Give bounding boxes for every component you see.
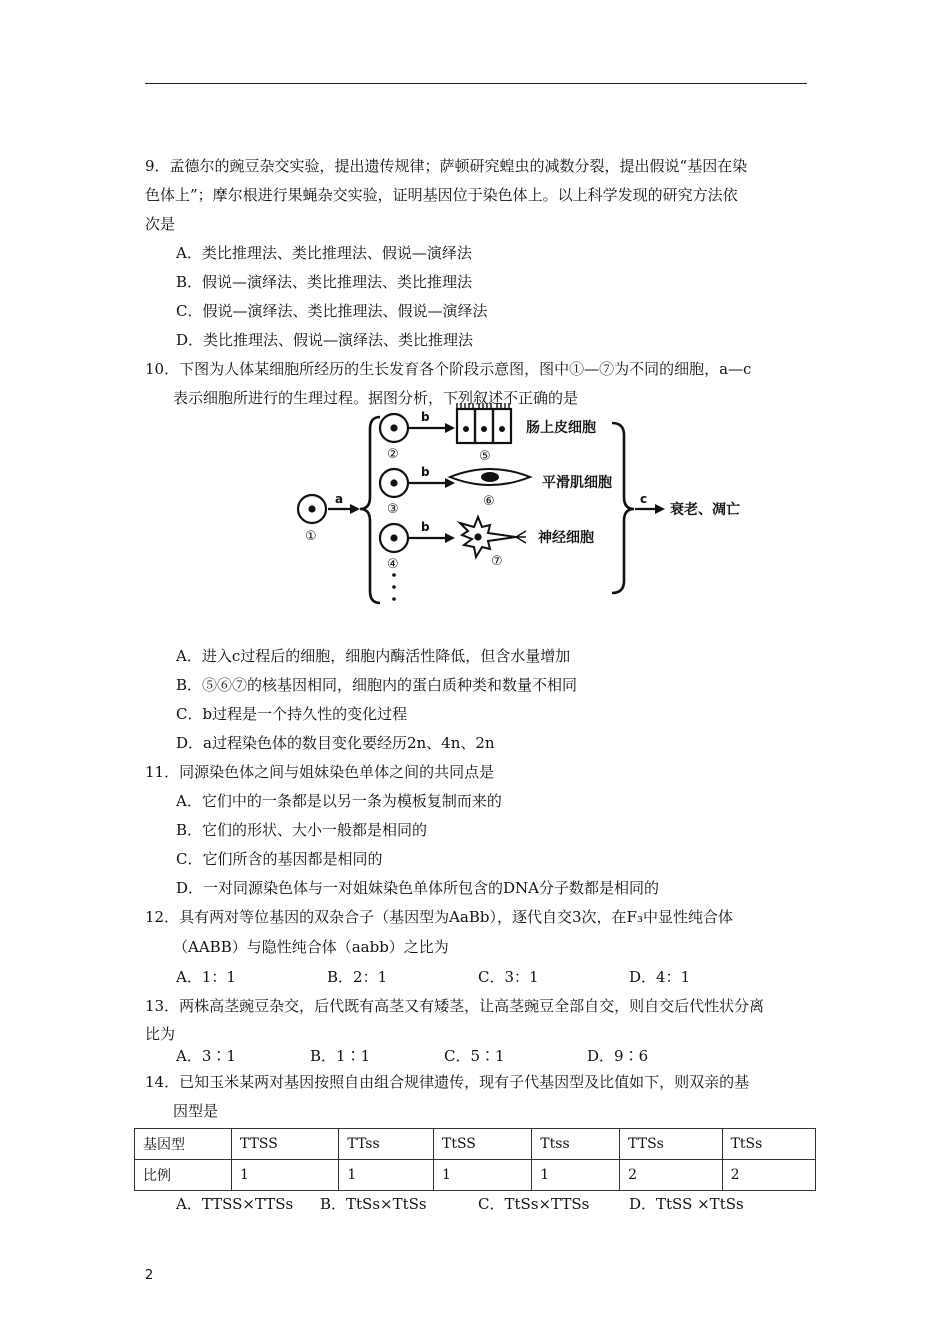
label-cell-3: ③ bbox=[387, 502, 399, 517]
question-stem: 12．具有两对等位基因的双杂合子（基因型为AaBb），逐代自交3次，在F₃中显性纯合体 bbox=[145, 908, 733, 926]
table-row bbox=[135, 1160, 816, 1191]
arrowhead-a bbox=[350, 504, 360, 514]
label-cell-6: ⑥ bbox=[483, 494, 495, 509]
option-b: B．⑤⑥⑦的核基因相同，细胞内的蛋白质种类和数量不相同 bbox=[176, 676, 578, 694]
question-stem: 14．已知玉米某两对基因按照自由组合规律遗传，现有子代基因型及比值如下，则双亲的基 bbox=[145, 1073, 750, 1091]
header-rule bbox=[145, 83, 807, 84]
epithelial-nucleus bbox=[499, 426, 505, 432]
option-a: A．进入c过程后的细胞，细胞内酶活性降低，但含水量增加 bbox=[176, 647, 571, 665]
genotype-ratio-table bbox=[134, 1128, 816, 1191]
page-number: 2 bbox=[145, 1268, 154, 1283]
question-stem: 10．下图为人体某细胞所经历的生长发育各个阶段示意图，图中①—⑦为不同的细胞，a—c bbox=[145, 360, 752, 378]
label-nerve-cell: 神经细胞 bbox=[538, 530, 594, 546]
neuron-axon-ending bbox=[516, 531, 526, 543]
option-b: B．假说—演绎法、类比推理法、类比推理法 bbox=[176, 273, 473, 291]
label-cell-7: ⑦ bbox=[491, 554, 503, 569]
microvilli bbox=[457, 403, 509, 409]
cell-3-nucleus bbox=[390, 479, 397, 486]
table-header-cell: TTss bbox=[339, 1129, 434, 1160]
label-cell-1: ① bbox=[305, 529, 317, 544]
option-c: C．b过程是一个持久性的变化过程 bbox=[176, 705, 408, 723]
cell-2-nucleus bbox=[390, 424, 397, 431]
arrowhead-b-3 bbox=[445, 533, 455, 543]
option-c: C．TtSs×TTSs bbox=[478, 1195, 590, 1213]
muscle-nucleus bbox=[481, 472, 499, 482]
cell-1-nucleus bbox=[308, 505, 315, 512]
label-arrow-c: c bbox=[640, 492, 648, 506]
option-c: C．5∶1 bbox=[444, 1047, 505, 1065]
label-senescence-apoptosis: 衰老、凋亡 bbox=[670, 502, 740, 518]
ellipsis-dot bbox=[392, 585, 396, 589]
arrowhead-b-2 bbox=[445, 478, 455, 488]
table-header-cell: Ttss bbox=[532, 1129, 620, 1160]
question-stem: 比为 bbox=[145, 1025, 176, 1043]
cell-4-nucleus bbox=[390, 534, 397, 541]
table-row bbox=[135, 1129, 816, 1160]
neuron-nucleus bbox=[474, 533, 481, 540]
neuron-cell bbox=[460, 517, 516, 557]
option-d: D．一对同源染色体与一对姐妹染色单体所包含的DNA分子数都是相同的 bbox=[176, 879, 660, 897]
table-header-cell: TtSS bbox=[434, 1129, 532, 1160]
epithelial-nucleus bbox=[463, 426, 469, 432]
option-c: C．假说—演绎法、类比推理法、假说—演绎法 bbox=[176, 302, 488, 320]
table-header-cell: TtSs bbox=[722, 1129, 815, 1160]
option-row bbox=[0, 967, 950, 987]
label-cell-5: ⑤ bbox=[479, 449, 491, 464]
epithelial-nucleus bbox=[481, 426, 487, 432]
option-b: B．TtSs×TtSs bbox=[320, 1195, 427, 1213]
label-smooth-muscle-cell: 平滑肌细胞 bbox=[542, 475, 612, 491]
option-d: D．a过程染色体的数目变化要经历2n、4n、2n bbox=[176, 734, 495, 752]
option-c: C．它们所含的基因都是相同的 bbox=[176, 850, 383, 868]
label-arrow-b: b bbox=[421, 410, 430, 424]
label-arrow-b: b bbox=[421, 465, 430, 479]
table-cell: 1 bbox=[232, 1160, 339, 1191]
table-header-cell: TTSS bbox=[232, 1129, 339, 1160]
question-stem: 色体上”；摩尔根进行果蝇杂交实验，证明基因位于染色体上。以上科学发现的研究方法依 bbox=[145, 186, 738, 204]
label-cell-4: ④ bbox=[387, 557, 399, 572]
option-b: B．它们的形状、大小一般都是相同的 bbox=[176, 821, 428, 839]
label-arrow-a: a bbox=[335, 492, 344, 506]
question-stem: （AABB）与隐性纯合体（aabb）之比为 bbox=[173, 938, 449, 956]
option-a: A．它们中的一条都是以另一条为模板复制而来的 bbox=[176, 792, 502, 810]
question-stem: 表示细胞所进行的生理过程。据图分析，下列叙述不正确的是 bbox=[173, 389, 579, 407]
question-stem: 13．两株高茎豌豆杂交，后代既有高茎又有矮茎，让高茎豌豆全部自交，则自交后代性状分离 bbox=[145, 997, 765, 1015]
table-cell: 1 bbox=[532, 1160, 620, 1191]
table-header-cell: TTSs bbox=[620, 1129, 722, 1160]
ellipsis-dot bbox=[392, 573, 396, 577]
table-cell: 1 bbox=[339, 1160, 434, 1191]
right-brace bbox=[612, 423, 634, 593]
question-stem: 次是 bbox=[145, 215, 176, 233]
option-c: C．3：1 bbox=[478, 968, 539, 986]
option-d: D．类比推理法、假说—演绎法、类比推理法 bbox=[176, 331, 474, 349]
option-a: A．类比推理法、类比推理法、假说—演绎法 bbox=[176, 244, 472, 262]
question-stem: 9．孟德尔的豌豆杂交实验，提出遗传规律；萨顿研究蝗虫的减数分裂，提出假说“基因在染 bbox=[145, 157, 748, 175]
question-stem: 11．同源染色体之间与姐妹染色单体之间的共同点是 bbox=[145, 763, 495, 781]
option-b: B．1∶1 bbox=[310, 1047, 371, 1065]
left-brace bbox=[360, 417, 380, 603]
option-d: D．9∶6 bbox=[587, 1047, 649, 1065]
arrowhead-c bbox=[655, 504, 665, 514]
table-header-cell: 基因型 bbox=[135, 1129, 232, 1160]
option-a: A．TTSS×TTSs bbox=[176, 1195, 294, 1213]
option-a: A．1：1 bbox=[176, 968, 236, 986]
label-intestinal-epithelial-cell: 肠上皮细胞 bbox=[526, 420, 596, 436]
option-row bbox=[0, 1046, 950, 1066]
question-stem: 因型是 bbox=[173, 1102, 219, 1120]
label-cell-2: ② bbox=[387, 447, 399, 462]
option-b: B．2：1 bbox=[327, 968, 388, 986]
option-d: D．4：1 bbox=[629, 968, 691, 986]
option-d: D．TtSS ×TtSs bbox=[629, 1195, 744, 1213]
option-a: A．3∶1 bbox=[176, 1047, 236, 1065]
label-arrow-b: b bbox=[421, 520, 430, 534]
arrowhead-b-1 bbox=[445, 423, 455, 433]
table-cell: 2 bbox=[722, 1160, 815, 1191]
table-cell: 1 bbox=[434, 1160, 532, 1191]
ellipsis-dot bbox=[392, 597, 396, 601]
option-row bbox=[0, 1194, 950, 1214]
cell-differentiation-diagram bbox=[290, 395, 760, 620]
table-cell: 比例 bbox=[135, 1160, 232, 1191]
table-cell: 2 bbox=[620, 1160, 722, 1191]
